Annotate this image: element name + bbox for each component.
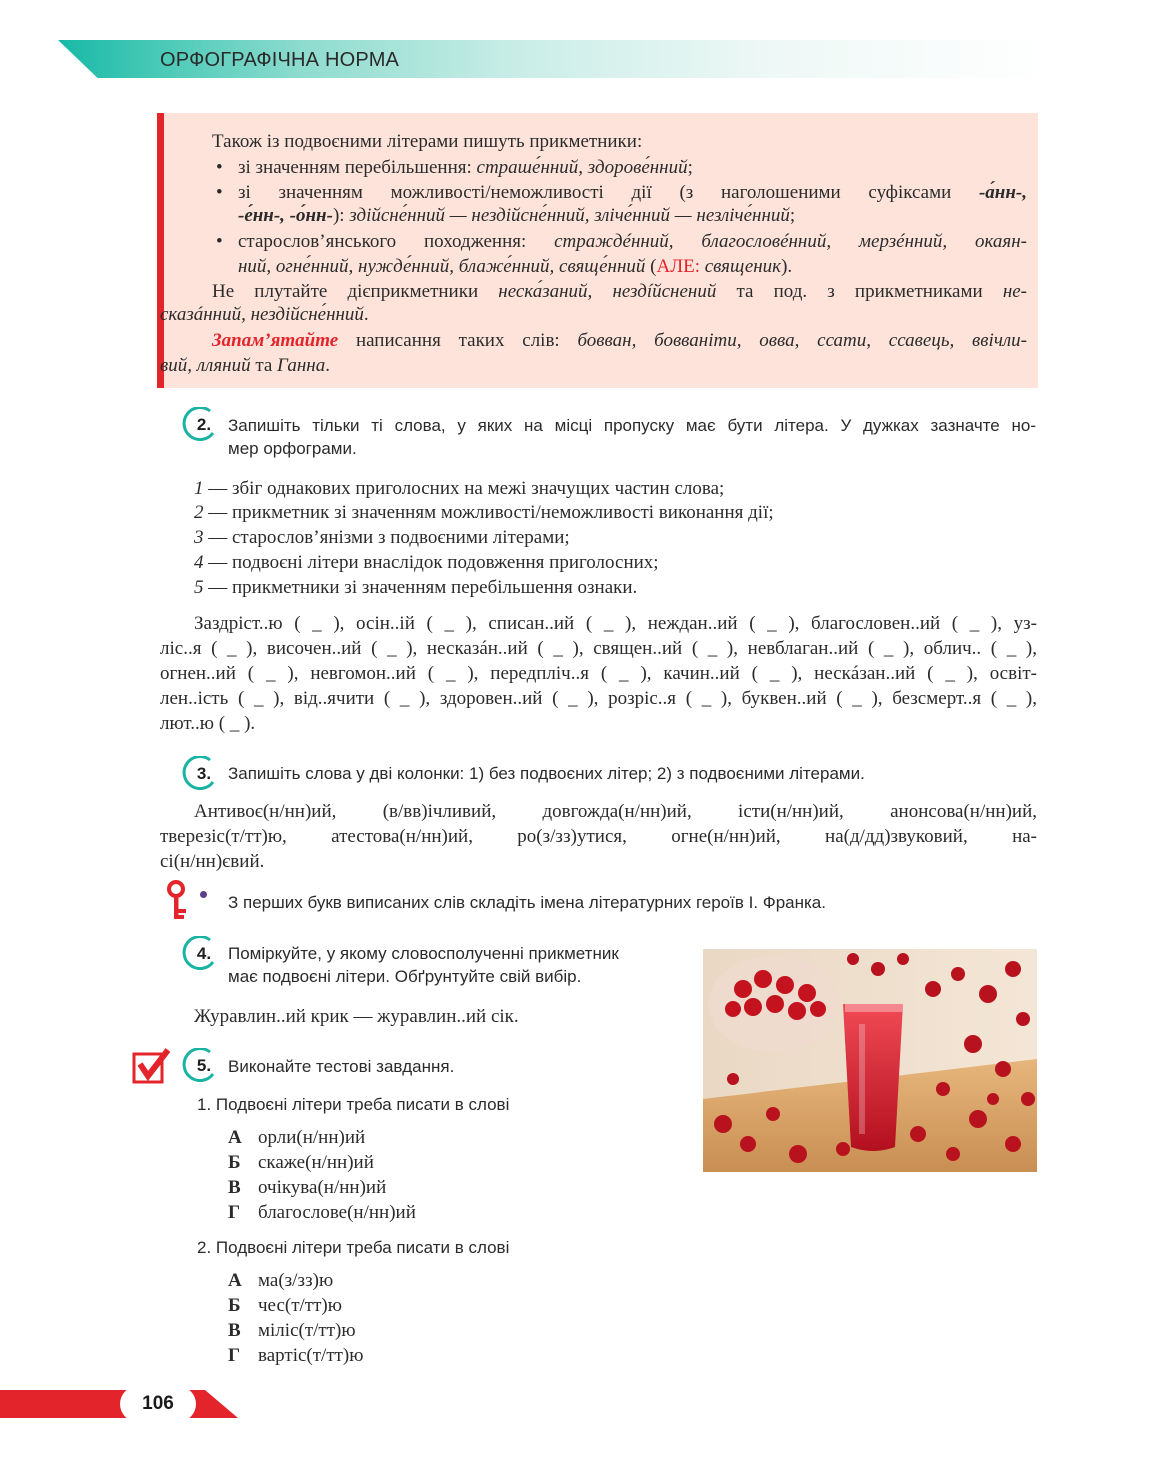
answer-option: Б скаже(н/нн)ий — [228, 1152, 374, 1173]
rule-intro: Також із подвоєними літерами пишуть прикметники: — [212, 131, 643, 152]
bullet-marker: • — [216, 231, 223, 252]
page-number: 106 — [142, 1393, 174, 1414]
exercise-words-line: тверезіс(т/тт)ю, атестова(н/нн)ий, ро(з/зз)утися, огне(н/нн)ий, на(д/дд)звуковий, на- — [160, 826, 1037, 847]
task-5-text: Виконайте тестові завдання. — [228, 1057, 455, 1076]
exercise-words-line: Антивоє(н/нн)ий, (в/вв)ічливий, довгожда(н/нн)ий, істи(н/нн)ий, анонсова(н/нн)ий, — [194, 801, 1037, 822]
test-question: 1. Подвоєні літери треба писати в слові — [197, 1095, 510, 1114]
key-icon — [164, 880, 192, 922]
bullet-marker: • — [216, 157, 223, 178]
answer-option: В міліс(т/тт)ю — [228, 1320, 356, 1341]
rule-bullet-1: зі значенням перебільшення: страше́нний, здорове́нний; — [238, 157, 693, 178]
rule-para-2-line2: сказáнний, нездійсне́нний. — [160, 304, 369, 325]
legend-item: 3 — старослов’янізми з подвоєними літерами; — [194, 527, 570, 548]
task-3-text: Запишіть слова у дві колонки: 1) без подвоєних літер; 2) з подвоєними літерами. — [228, 764, 865, 783]
answer-option: А ма(з/зз)ю — [228, 1270, 334, 1291]
rule-para-3-line1: Запам’ятайте написання таких слів: бовван, бовваніти, овва, ссати, ссавець, ввічли- — [212, 330, 1027, 351]
rule-para-3-line2: вий, лляний та Ганна. — [160, 355, 330, 376]
page-number-band — [0, 1390, 238, 1418]
answer-option: Г благослове(н/нн)ий — [228, 1202, 416, 1223]
rule-para-2-line1: Не плутайте дієприкметники неска́заний, нездíйснений та под. з прикметниками не- — [212, 281, 1027, 302]
task-number-badge: 4. — [180, 936, 216, 972]
task-3-extra: З перших букв виписаних слів складіть імена літературних героїв І. Франка. — [228, 893, 826, 912]
test-question: 2. Подвоєні літери треба писати в слові — [197, 1238, 510, 1257]
bullet-dot — [200, 891, 207, 898]
bullet-marker: • — [216, 182, 223, 203]
checkmark-icon — [132, 1048, 172, 1084]
exercise-words-line: лен..ість ( _ ), від..ячити ( _ ), здоровен..ий ( _ ), розріс..я ( _ ), буквен..ий ( _ ), безсмерт..я ( _ ), — [160, 688, 1037, 709]
cranberry-photo — [703, 949, 1037, 1172]
rule-bullet-3-line1: старослов’янського походження: страждéнний, благословéнний, мерзéнний, окаян- — [238, 231, 1027, 252]
exercise-words-line: ліс..я ( _ ), височен..ий ( _ ), несказáн..ий ( _ ), священ..ий ( _ ), невблаган..ий ( _ ), облич.. ( _ ), — [160, 638, 1037, 659]
exercise-words-line: огнен..ий ( _ ), невгомон..ий ( _ ), передпліч..я ( _ ), качин..ий ( _ ), нескáзан..ий ( _ ), освіт- — [160, 663, 1037, 684]
answer-option: В очікува(н/нн)ий — [228, 1177, 387, 1198]
section-title: ОРФОГРАФІЧНА НОРМА — [160, 49, 400, 71]
answer-option: Г вартіс(т/тт)ю — [228, 1345, 364, 1366]
rule-bullet-2-line2: -е́нн-, -о́нн-): здійсне́нний — нездійсне́нний, злiче́нний — незлiче́нний; — [238, 205, 796, 226]
exercise-words-line: лют..ю ( _ ). — [160, 713, 256, 734]
rule-bullet-3-line2: ний, огне́нний, нужде́нний, блаже́нний, свяще́нний (АЛЕ: священик). — [238, 256, 793, 277]
task-4-text-line1: Поміркуйте, у якому словосполученні прикметник — [228, 944, 619, 963]
legend-item: 5 — прикметники зі значенням перебільшення ознаки. — [194, 577, 638, 598]
answer-option: А орли(н/нн)ий — [228, 1127, 366, 1148]
legend-item: 4 — подвоєні літери внаслідок подовження приголосних; — [194, 552, 659, 573]
legend-item: 2 — прикметник зі значенням можливості/неможливості виконання дії; — [194, 502, 774, 523]
task-number-badge: 5. — [180, 1048, 216, 1084]
rule-bullet-2-line1: зі значенням можливості/неможливості дії (з наголошеними суфіксами -а́нн-, — [238, 182, 1027, 203]
exercise-words-line: сі(н/нн)євий. — [160, 851, 265, 872]
task-4-phrase: Журавлин..ий крик — журавлин..ий сік. — [194, 1006, 519, 1027]
task-2-text-line2: мер орфограми. — [228, 439, 357, 458]
exercise-words-line: Заздріст..ю ( _ ), осін..ій ( _ ), списан..ий ( _ ), неждан..ий ( _ ), благословен..ий ( _ ), уз- — [194, 613, 1037, 634]
task-2-text-line1: Запишіть тільки ті слова, у яких на місці пропуску має бути літера. У дужках зазначте но- — [228, 416, 1036, 435]
task-number-badge: 3. — [180, 756, 216, 792]
task-number-badge: 2. — [180, 407, 216, 443]
answer-option: Б чес(т/тт)ю — [228, 1295, 342, 1316]
task-4-text-line2: має подвоєні літери. Обґрунтуйте свій вибір. — [228, 967, 582, 986]
legend-item: 1 — збіг однакових приголосних на межі значущих частин слова; — [194, 478, 725, 499]
